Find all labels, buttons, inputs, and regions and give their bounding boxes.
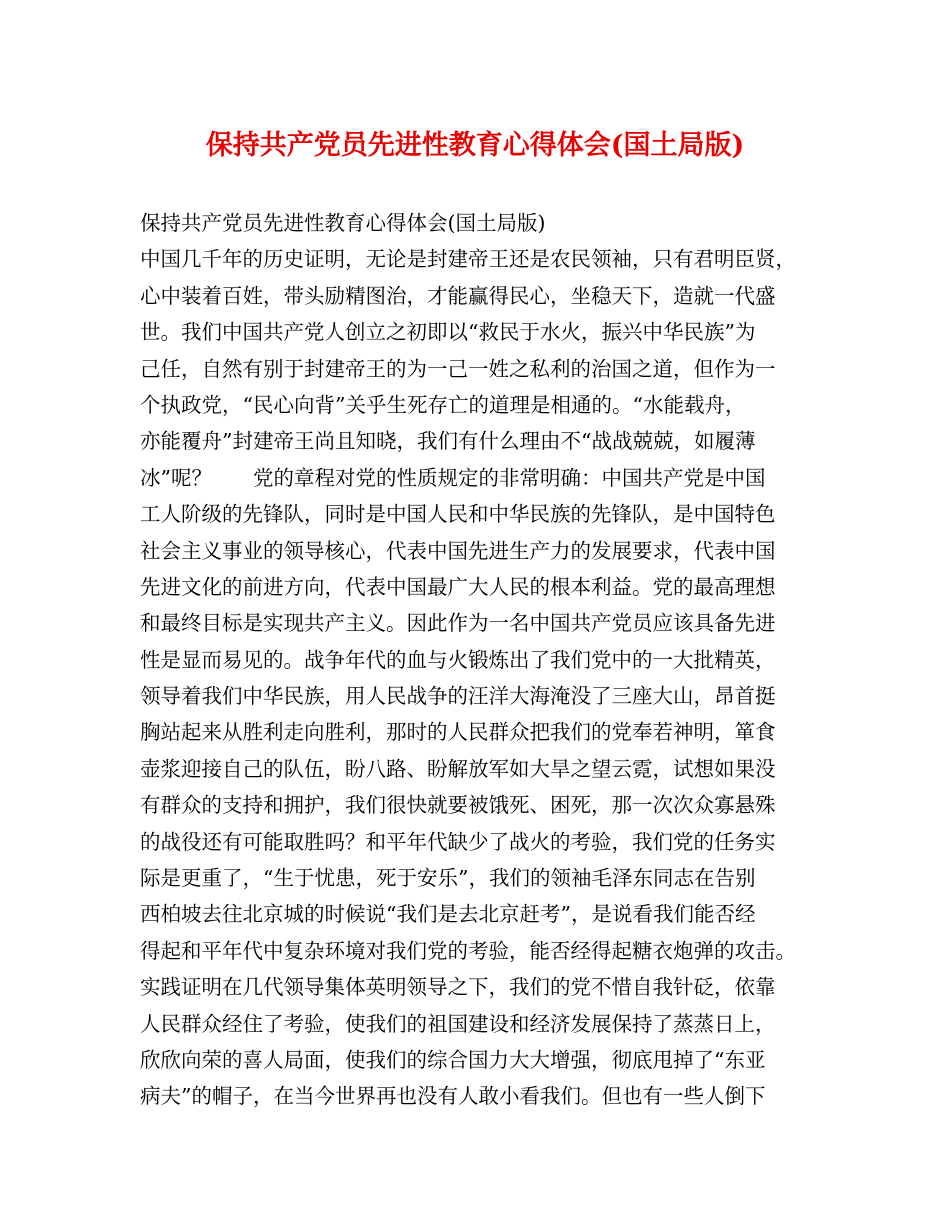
paragraph-line: 和最终目标是实现共产主义。因此作为一名中国共产党员应该具备先进: [140, 611, 776, 636]
paragraph-line: 际是更重了，“生于忧患，死于安乐”，我们的领袖毛泽东同志在告别: [140, 866, 756, 891]
paragraph-line: 中国几千年的历史证明，无论是封建帝王还是农民领袖，只有君明臣贤，: [140, 247, 796, 272]
paragraph-line: 胸站起来从胜利走向胜利，那时的人民群众把我们的党奉若神明，箪食: [140, 720, 776, 745]
document-body: [140, 205, 840, 1115]
paragraph-line: 西柏坡去往北京城的时候说“我们是去北京赶考”，是说看我们能否经: [140, 902, 756, 927]
paragraph-line: 实践证明在几代领导集体英明领导之下，我们的党不惜自我针砭，依靠: [140, 975, 776, 1000]
paragraph-line: 的战役还有可能取胜吗？和平年代缺少了战火的考验，我们党的任务实: [140, 829, 776, 854]
paragraph-line: 病夫”的帽子，在当今世界再也没有人敢小看我们。但也有一些人倒下: [140, 1084, 766, 1109]
paragraph-line: 己任，自然有别于封建帝王的为一己一姓之私利的治国之道，但作为一: [140, 356, 776, 381]
paragraph-line: 欣欣向荣的喜人局面，使我们的综合国力大大增强，彻底甩掉了“东亚: [140, 1047, 766, 1072]
document-title: 保持共产党员先进性教育心得体会(国土局版): [205, 130, 745, 161]
paragraph-line: 社会主义事业的领导核心，代表中国先进生产力的发展要求，代表中国: [140, 538, 776, 563]
paragraph-line: 领导着我们中华民族，用人民战争的汪洋大海淹没了三座大山，昂首挺: [140, 684, 776, 709]
paragraph-line: 性是显而易见的。战争年代的血与火锻炼出了我们党中的一大批精英，: [140, 647, 776, 672]
paragraph-line: 人民群众经住了考验，使我们的祖国建设和经济发展保持了蒸蒸日上，: [140, 1011, 776, 1036]
paragraph-line: 个执政党，“民心向背”关乎生死存亡的道理是相通的。“水能载舟，: [140, 392, 746, 417]
paragraph-line: 心中装着百姓，带头励精图治，才能赢得民心，坐稳天下，造就一代盛: [140, 283, 776, 308]
paragraph-line: 得起和平年代中复杂环境对我们党的考验，能否经得起糖衣炮弹的攻击。: [140, 938, 796, 963]
paragraph-line: 冰”呢？ 党的章程对党的性质规定的非常明确：中国共产党是中国: [140, 465, 766, 490]
paragraph-line: 工人阶级的先锋队，同时是中国人民和中华民族的先锋队，是中国特色: [140, 502, 776, 527]
paragraph-line: 亦能覆舟”封建帝王尚且知晓，我们有什么理由不“战战兢兢，如履薄: [140, 429, 756, 454]
paragraph-line: 壶浆迎接自己的队伍，盼八路、盼解放军如大旱之望云霓，试想如果没: [140, 756, 776, 781]
paragraph-line: 世。我们中国共产党人创立之初即以“救民于水火，振兴中华民族”为: [140, 320, 756, 345]
paragraph-line: 有群众的支持和拥护，我们很快就要被饿死、困死，那一次次众寡悬殊: [140, 793, 776, 818]
paragraph-line: 先进文化的前进方向，代表中国最广大人民的根本利益。党的最高理想: [140, 574, 776, 599]
subtitle-line: 保持共产党员先进性教育心得体会(国土局版): [140, 211, 546, 235]
